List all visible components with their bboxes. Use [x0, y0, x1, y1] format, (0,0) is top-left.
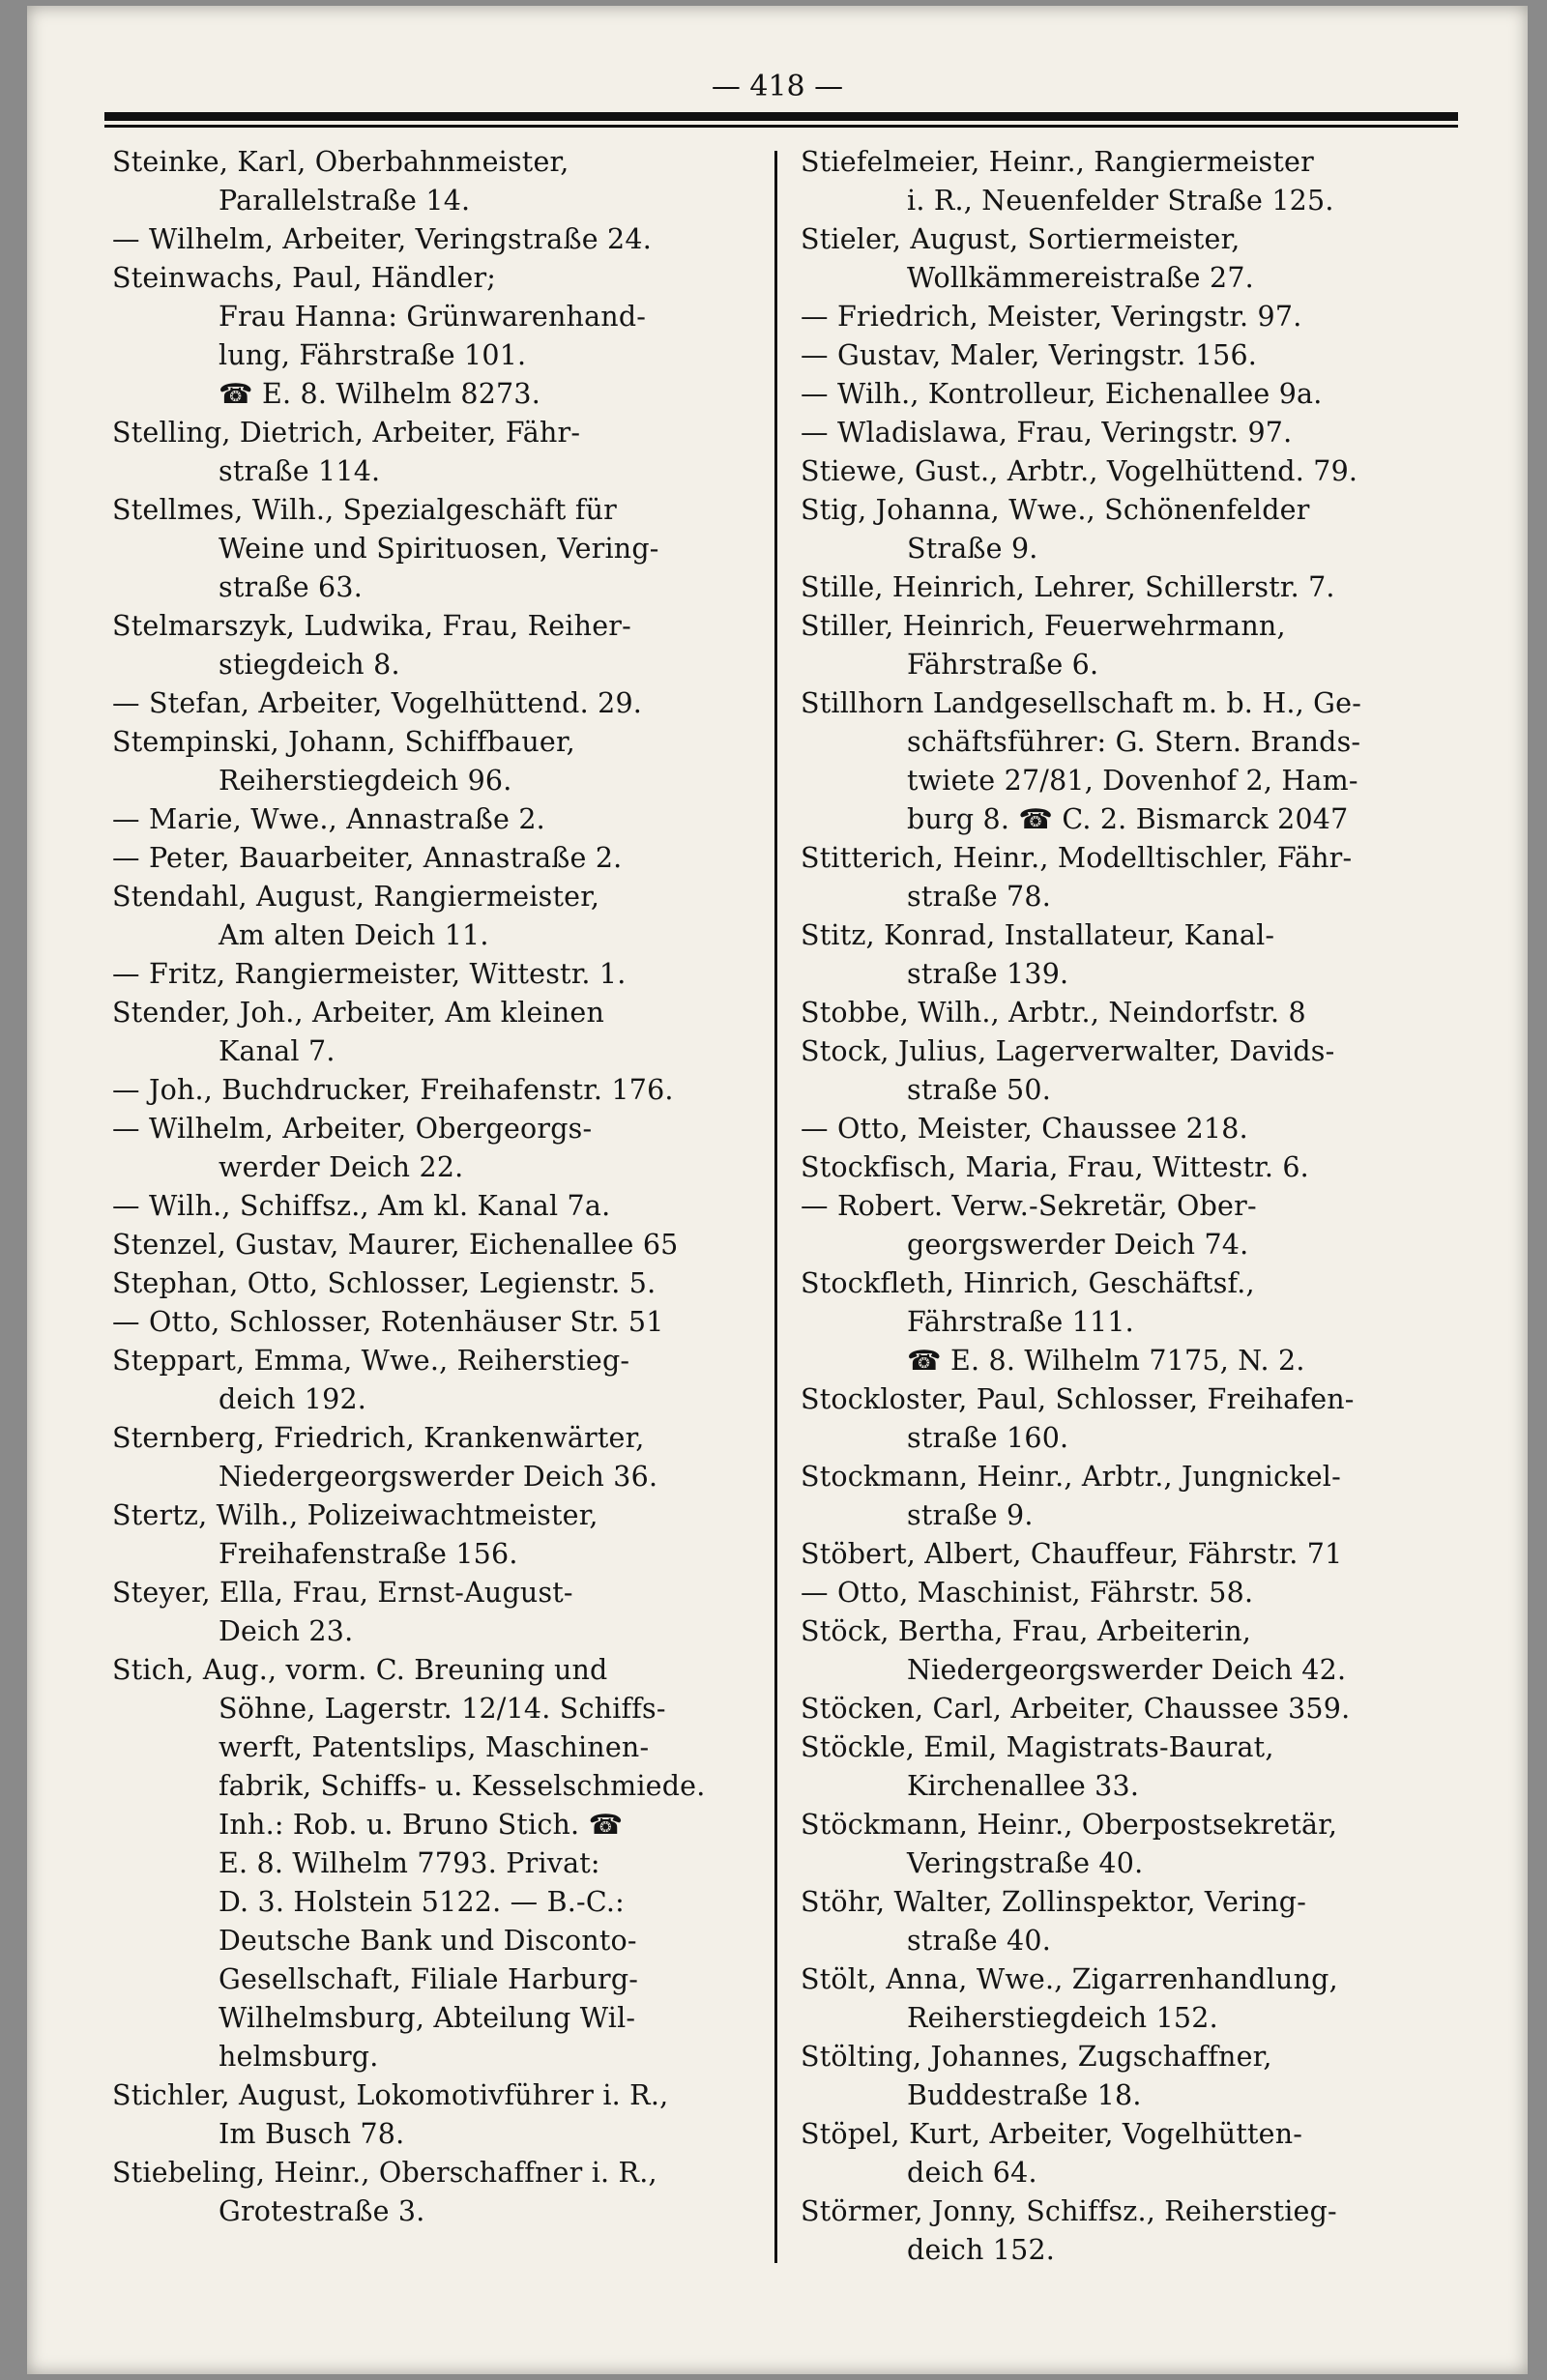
entry-line: — Wilhelm, Arbeiter, Veringstraße 24.	[112, 223, 652, 255]
entry-line: — Wladislawa, Frau, Veringstr. 97.	[801, 417, 1293, 449]
entry-continuation-line: werft, Patentslips, Maschinen-	[219, 1731, 650, 1763]
entry-line: Stiller, Heinrich, Feuerwehrmann,	[801, 610, 1286, 642]
entry-line: Stiewe, Gust., Arbtr., Vogelhüttend. 79.	[801, 455, 1358, 487]
entry-line: — Friedrich, Meister, Veringstr. 97.	[801, 301, 1302, 333]
entry-continuation-line: Fährstraße 111.	[907, 1306, 1134, 1338]
entry-line: Stelling, Dietrich, Arbeiter, Fähr-	[112, 417, 581, 449]
directory-entry	[112, 2076, 756, 2154]
directory-entry	[112, 994, 756, 1071]
directory-entry	[801, 916, 1468, 994]
entry-continuation-line: werder Deich 22.	[219, 1151, 464, 1183]
entry-line: Stockmann, Heinr., Arbtr., Jungnickel-	[801, 1461, 1341, 1493]
entry-line: — Peter, Bauarbeiter, Annastraße 2.	[112, 842, 623, 874]
directory-entry	[112, 1187, 756, 1226]
entry-continuation-line: helmsburg.	[219, 2041, 379, 2073]
page-number: — 418 —	[711, 70, 844, 103]
directory-entry	[801, 607, 1468, 684]
entry-continuation-line: schäftsführer: G. Stern. Brands-	[907, 726, 1361, 758]
entry-line: Stieler, August, Sortiermeister,	[801, 223, 1241, 255]
entry-continuation-line: Freihafenstraße 156.	[219, 1538, 518, 1570]
directory-entry	[801, 1806, 1468, 1883]
entry-line: Steppart, Emma, Wwe., Reiherstieg-	[112, 1345, 630, 1377]
entry-line: Stöcken, Carl, Arbeiter, Chaussee 359.	[801, 1693, 1351, 1725]
entry-line: Stöck, Bertha, Frau, Arbeiterin,	[801, 1615, 1252, 1647]
directory-entry	[112, 878, 756, 955]
directory-entry	[801, 1458, 1468, 1535]
entry-line: — Wilhelm, Arbeiter, Obergeorgs-	[112, 1113, 593, 1145]
entry-continuation-line: Deich 23.	[219, 1615, 354, 1647]
entry-continuation-line: Deutsche Bank und Disconto-	[219, 1925, 637, 1957]
entry-line: — Wilh., Schiffsz., Am kl. Kanal 7a.	[112, 1190, 611, 1222]
entry-continuation-line: Kirchenallee 33.	[907, 1770, 1140, 1802]
entry-continuation-line: Straße 9.	[907, 533, 1038, 565]
directory-entry	[801, 1960, 1468, 2038]
directory-entry	[801, 1187, 1468, 1264]
directory-entry	[112, 1110, 756, 1187]
entry-continuation-line: deich 152.	[907, 2234, 1056, 2266]
directory-entry	[801, 2115, 1468, 2192]
entry-line: — Wilh., Kontrolleur, Eichenallee 9a.	[801, 378, 1323, 410]
entry-line: Stenzel, Gustav, Maurer, Eichenallee 65	[112, 1229, 679, 1261]
entry-line: Stölt, Anna, Wwe., Zigarrenhandlung,	[801, 1963, 1338, 1995]
directory-entry	[801, 2192, 1468, 2270]
entry-line: Stockfleth, Hinrich, Geschäftsf.,	[801, 1267, 1255, 1299]
directory-entry	[801, 1110, 1468, 1148]
entry-line: Stillhorn Landgesellschaft m. b. H., Ge-	[801, 687, 1362, 719]
entry-continuation-line: Reiherstiegdeich 152.	[907, 2002, 1218, 2034]
directory-entry	[112, 220, 756, 259]
directory-entry	[801, 1380, 1468, 1458]
directory-entry	[801, 684, 1468, 839]
directory-entry	[801, 1574, 1468, 1612]
directory-entry	[801, 1264, 1468, 1380]
entry-line: Stöckle, Emil, Magistrats-Baurat,	[801, 1731, 1274, 1763]
entry-line: Stöckmann, Heinr., Oberpostsekretär,	[801, 1809, 1338, 1841]
directory-entry	[801, 298, 1468, 336]
entry-line: — Fritz, Rangiermeister, Wittestr. 1.	[112, 958, 627, 990]
entry-line: Stendahl, August, Rangiermeister,	[112, 881, 600, 913]
entry-line: — Robert. Verw.-Sekretär, Ober-	[801, 1190, 1257, 1222]
entry-continuation-line: straße 114.	[219, 455, 381, 487]
entry-line: Stiebeling, Heinr., Oberschaffner i. R.,	[112, 2157, 657, 2189]
entry-line: — Gustav, Maler, Veringstr. 156.	[801, 339, 1258, 371]
directory-entry	[112, 684, 756, 723]
entry-line: Stitterich, Heinr., Modelltischler, Fähr-	[801, 842, 1353, 874]
directory-entry	[801, 1612, 1468, 1690]
entry-line: Stille, Heinrich, Lehrer, Schillerstr. 7.	[801, 571, 1335, 603]
entry-continuation-line: i. R., Neuenfelder Straße 125.	[907, 185, 1334, 217]
right-column	[801, 143, 1468, 2270]
directory-entry	[112, 1496, 756, 1574]
entry-line: Steinwachs, Paul, Händler;	[112, 262, 497, 294]
entry-continuation-line: Gesellschaft, Filiale Harburg-	[219, 1963, 639, 1995]
entry-line: Stockloster, Paul, Schlosser, Freihafen-	[801, 1383, 1355, 1415]
entry-continuation-line: Wollkämmereistraße 27.	[907, 262, 1254, 294]
directory-entry	[112, 1226, 756, 1264]
entry-continuation-line: straße 78.	[907, 881, 1051, 913]
entry-line: Stertz, Wilh., Polizeiwachtmeister,	[112, 1499, 598, 1531]
entry-continuation-line: ☎ E. 8. Wilhelm 8273.	[219, 378, 540, 410]
entry-continuation-line: burg 8. ☎ C. 2. Bismarck 2047	[907, 803, 1349, 835]
directory-entry	[112, 1574, 756, 1651]
entry-continuation-line: Wilhelmsburg, Abteilung Wil-	[219, 2002, 636, 2034]
directory-entry	[112, 1419, 756, 1496]
directory-entry	[112, 800, 756, 839]
directory-entry	[801, 568, 1468, 607]
header-rule-thin	[104, 125, 1458, 128]
directory-entry	[112, 1264, 756, 1303]
entry-continuation-line: Inh.: Rob. u. Bruno Stich. ☎	[219, 1809, 624, 1841]
entry-continuation-line: lung, Fährstraße 101.	[219, 339, 527, 371]
directory-entry	[801, 1032, 1468, 1110]
entry-line: Stempinski, Johann, Schiffbauer,	[112, 726, 575, 758]
directory-entry	[112, 1651, 756, 2076]
entry-line: Stig, Johanna, Wwe., Schönenfelder	[801, 494, 1310, 526]
directory-entry	[112, 723, 756, 800]
entry-continuation-line: Söhne, Lagerstr. 12/14. Schiffs-	[219, 1693, 666, 1725]
directory-entry	[112, 2154, 756, 2231]
directory-entry	[801, 839, 1468, 916]
entry-continuation-line: straße 63.	[219, 571, 363, 603]
directory-entry	[112, 414, 756, 491]
header-rule-thick	[104, 112, 1458, 121]
entry-continuation-line: Veringstraße 40.	[907, 1847, 1144, 1879]
directory-entry	[801, 1728, 1468, 1806]
directory-entry	[801, 491, 1468, 568]
directory-entry	[112, 1071, 756, 1110]
directory-entry	[801, 1148, 1468, 1187]
entry-line: Steyer, Ella, Frau, Ernst-August-	[112, 1577, 573, 1609]
entry-line: Stephan, Otto, Schlosser, Legienstr. 5.	[112, 1267, 657, 1299]
entry-continuation-line: E. 8. Wilhelm 7793. Privat:	[219, 1847, 600, 1879]
entry-line: Stock, Julius, Lagerverwalter, Davids-	[801, 1035, 1335, 1067]
entry-line: — Otto, Schlosser, Rotenhäuser Str. 51	[112, 1306, 664, 1338]
entry-line: — Stefan, Arbeiter, Vogelhüttend. 29.	[112, 687, 643, 719]
entry-continuation-line: Fährstraße 6.	[907, 649, 1099, 681]
entry-continuation-line: Frau Hanna: Grünwarenhand-	[219, 301, 647, 333]
directory-entry	[801, 1883, 1468, 1960]
entry-continuation-line: straße 50.	[907, 1074, 1051, 1106]
column-divider	[774, 151, 777, 2263]
entry-line: — Otto, Meister, Chaussee 218.	[801, 1113, 1248, 1145]
entry-line: Steinke, Karl, Oberbahnmeister,	[112, 146, 569, 178]
directory-page	[27, 6, 1528, 2374]
entry-continuation-line: ☎ E. 8. Wilhelm 7175, N. 2.	[907, 1345, 1305, 1377]
directory-entry	[801, 375, 1468, 414]
entry-line: Stichler, August, Lokomotivführer i. R.,	[112, 2079, 669, 2111]
entry-line: Stich, Aug., vorm. C. Breuning und	[112, 1654, 608, 1686]
directory-entry	[801, 143, 1468, 220]
entry-line: Stiefelmeier, Heinr., Rangiermeister	[801, 146, 1314, 178]
entry-line: Stellmes, Wilh., Spezialgeschäft für	[112, 494, 617, 526]
directory-entry	[112, 607, 756, 684]
directory-entry	[801, 2038, 1468, 2115]
entry-continuation-line: Kanal 7.	[219, 1035, 336, 1067]
entry-line: Stobbe, Wilh., Arbtr., Neindorfstr. 8	[801, 997, 1306, 1029]
entry-line: Störmer, Jonny, Schiffsz., Reiherstieg-	[801, 2195, 1337, 2227]
entry-line: Stölting, Johannes, Zugschaffner,	[801, 2041, 1272, 2073]
directory-entry	[112, 491, 756, 607]
entry-line: Stitz, Konrad, Installateur, Kanal-	[801, 919, 1275, 951]
entry-continuation-line: straße 9.	[907, 1499, 1034, 1531]
left-column	[112, 143, 756, 2231]
entry-line: Stöpel, Kurt, Arbeiter, Vogelhütten-	[801, 2118, 1303, 2150]
entry-line: — Otto, Maschinist, Fährstr. 58.	[801, 1577, 1254, 1609]
directory-entry	[801, 336, 1468, 375]
entry-continuation-line: Grotestraße 3.	[219, 2195, 425, 2227]
entry-continuation-line: Niedergeorgswerder Deich 36.	[219, 1461, 658, 1493]
entry-line: Sternberg, Friedrich, Krankenwärter,	[112, 1422, 645, 1454]
entry-continuation-line: straße 160.	[907, 1422, 1069, 1454]
directory-entry	[112, 839, 756, 878]
directory-entry	[801, 1535, 1468, 1574]
entry-line: — Marie, Wwe., Annastraße 2.	[112, 803, 545, 835]
directory-entry	[112, 259, 756, 414]
directory-entry	[801, 1690, 1468, 1728]
directory-entry	[112, 1342, 756, 1419]
entry-continuation-line: Reiherstiegdeich 96.	[219, 765, 512, 797]
entry-continuation-line: georgswerder Deich 74.	[907, 1229, 1249, 1261]
entry-continuation-line: Niedergeorgswerder Deich 42.	[907, 1654, 1347, 1686]
entry-continuation-line: Buddestraße 18.	[907, 2079, 1142, 2111]
entry-continuation-line: stiegdeich 8.	[219, 649, 400, 681]
entry-continuation-line: fabrik, Schiffs- u. Kesselschmiede.	[219, 1770, 706, 1802]
directory-entry	[112, 1303, 756, 1342]
entry-continuation-line: twiete 27/81, Dovenhof 2, Ham-	[907, 765, 1358, 797]
entry-continuation-line: Im Busch 78.	[219, 2118, 405, 2150]
entry-line: Stender, Joh., Arbeiter, Am kleinen	[112, 997, 605, 1029]
entry-continuation-line: D. 3. Holstein 5122. — B.-C.:	[219, 1886, 625, 1918]
directory-entry	[801, 452, 1468, 491]
directory-entry	[801, 220, 1468, 298]
entry-continuation-line: Parallelstraße 14.	[219, 185, 471, 217]
entry-continuation-line: deich 192.	[219, 1383, 367, 1415]
entry-line: Stöbert, Albert, Chauffeur, Fährstr. 71	[801, 1538, 1343, 1570]
entry-line: Stelmarszyk, Ludwika, Frau, Reiher-	[112, 610, 631, 642]
entry-continuation-line: Am alten Deich 11.	[219, 919, 489, 951]
entry-line: — Joh., Buchdrucker, Freihafenstr. 176.	[112, 1074, 674, 1106]
entry-line: Stockfisch, Maria, Frau, Wittestr. 6.	[801, 1151, 1309, 1183]
directory-entry	[801, 994, 1468, 1032]
entry-line: Stöhr, Walter, Zollinspektor, Vering-	[801, 1886, 1307, 1918]
entry-continuation-line: Weine und Spirituosen, Vering-	[219, 533, 659, 565]
directory-entry	[112, 143, 756, 220]
directory-entry	[112, 955, 756, 994]
entry-continuation-line: straße 139.	[907, 958, 1069, 990]
directory-entry	[801, 414, 1468, 452]
entry-continuation-line: straße 40.	[907, 1925, 1051, 1957]
entry-continuation-line: deich 64.	[907, 2157, 1037, 2189]
